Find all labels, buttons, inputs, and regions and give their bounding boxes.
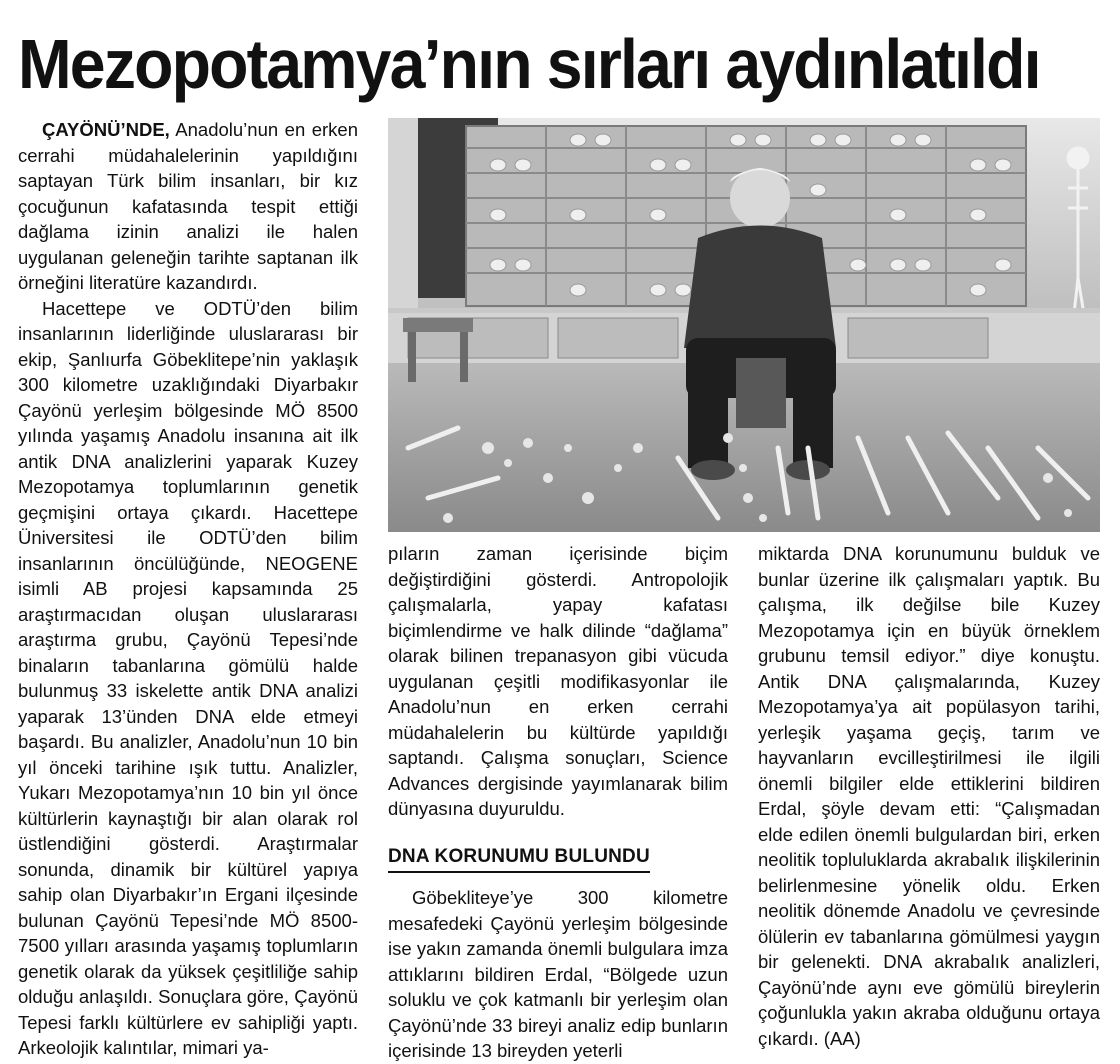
section-subheading: DNA KORUNUMU BULUNDU (388, 844, 650, 874)
body-paragraph: Hacettepe ve ODTÜ’den bilim insanlarının liderliğinde uluslararası bir ekip, Şanlıurfa Göbeklitepe’nin yaklaşık 300 kilometre uzaklığındaki Diyarbakır Çayönü yerleşim bölgesinde MÖ 8500 yılında yaşamış Anadolu insanına ait ilk antik DNA analizlerini yaparak Kuzey Mezopotamya toplumlarının genetik geçmişini ortaya çıkardı. Hacettepe Üniversitesi ile ODTÜ’den bilim insanlarının öncülüğünde, NEOGENE isimli AB projesi kapsamında 25 araştırmacıdan oluşan uluslararası araştırma grubu, Çayönü Tepesi’nde binaların tabanlarına gömülü halde bulunmuş 33 iskelette antik DNA analizi yaparak 13’ünden DNA elde etmeyi başardı. Bu analizler, Anadolu’nun 10 bin yıl önceki tarihine ışık tuttu. Analizler, Yukarı Mezopotamya’nın 10 bin yıl önce kültürlerin kaynaştığı bir alan olarak rol üstlendiğini gösterdi. Araştırmalar sonunda, dinamik bir kültürel yapıya sahip olan Diyarbakır’ın Ergani ilçesinde bulunan Çayönü Tepesi’nde MÖ 8500-7500 yılları arasında yaşamış toplumların genetik olarak da yüksek çeşitliliğe sahip olduğu anlaşıldı. Sonuçlara göre, Çayönü Tepesi farklı kültürlere ev sahipliği yaptı. Arkeolojik kalıntılar, mimari ya- (18, 297, 358, 1058)
headline: Mezopotamya’nın sırları aydınlatıldı (18, 25, 1040, 103)
lead-paragraph (18, 117, 358, 296)
article-photo (388, 118, 1100, 532)
article-column-1 (18, 117, 358, 1058)
lead-word: ÇAYÖNÜ’NDE, (42, 119, 170, 140)
man-with-skeletal-remains-photo (388, 118, 1100, 532)
lead-paragraph-text: Anadolu’nun en erken cerrahi müdahalelerinin yapıldığını saptayan Türk bilim insanları, bir kız çocuğunun kafatasında tespit ettiği dağlama izinin analizi ile halen uygulanan geleneğin tarihte saptanan ilk örneğini literatüre kazandırdı. (18, 119, 358, 293)
body-paragraph: Göbekliteye’ye 300 kilometre mesafedeki Çayönü yerleşim bölgesinde ise yakın zamanda önemli bulgulara imza attıklarını bildiren Erdal, “Bölgede uzun soluklu ve çok katmanlı bir yerleşim olan Çayönü’nde 33 bireyi analiz edip bunların içerisinde 13 bireyden yeterli (388, 887, 728, 1061)
article-column-3 (758, 541, 1100, 1049)
body-paragraph: miktarda DNA korunumunu bulduk ve bunlar üzerine ilk çalışmaları yaptık. Bu çalışma, ilk değilse bile Kuzey Mezopotamya için en büyük örneklem grubunu temsil ediyor.” diye konuştu. Antik DNA çalışmalarında, Kuzey Mezopotamya’ya ait popülasyon tarihi, yerleşik yaşama geçiş, tarım ve hayvanların evcilleştirilmesi ile ilgili önemli bilgiler elde ettiklerini bildiren Erdal, şöyle devam etti: “Çalışmadan elde edilen önemli bulgulardan biri, erken neolitik topluluklarda akrabalık ilişkilerinin belirlenmesine yönelik oldu. Erken neolitik dönemde Anadolu ve çevresinde ölülerin ev tabanlarına gömülmesi yaygın bir gelenekti. DNA akrabalık analizleri, Çayönü’nde aynı eve gömülü bireylerin çoğunlukla yakın akraba olduğunu ortaya çıkardı. (AA) (758, 543, 1100, 1049)
body-paragraph: pıların zaman içerisinde biçim değiştirdiğini gösterdi. Antropolojik çalışmalarla, yapay kafatası biçimlendirme ve halk dilinde “dağlama” olarak bilinen trepanasyon gibi vücuda uygulanan çeşitli modifikasyonlar ile Anadolu’nun en erken cerrahi müdahalelerin bu kültürde yapıldığı saptandı. Çalışma sonuçları, Science Advances dergisinde yayımlanarak bilim dünyasına duyuruldu. (388, 543, 728, 819)
article-column-2 (388, 541, 728, 1061)
